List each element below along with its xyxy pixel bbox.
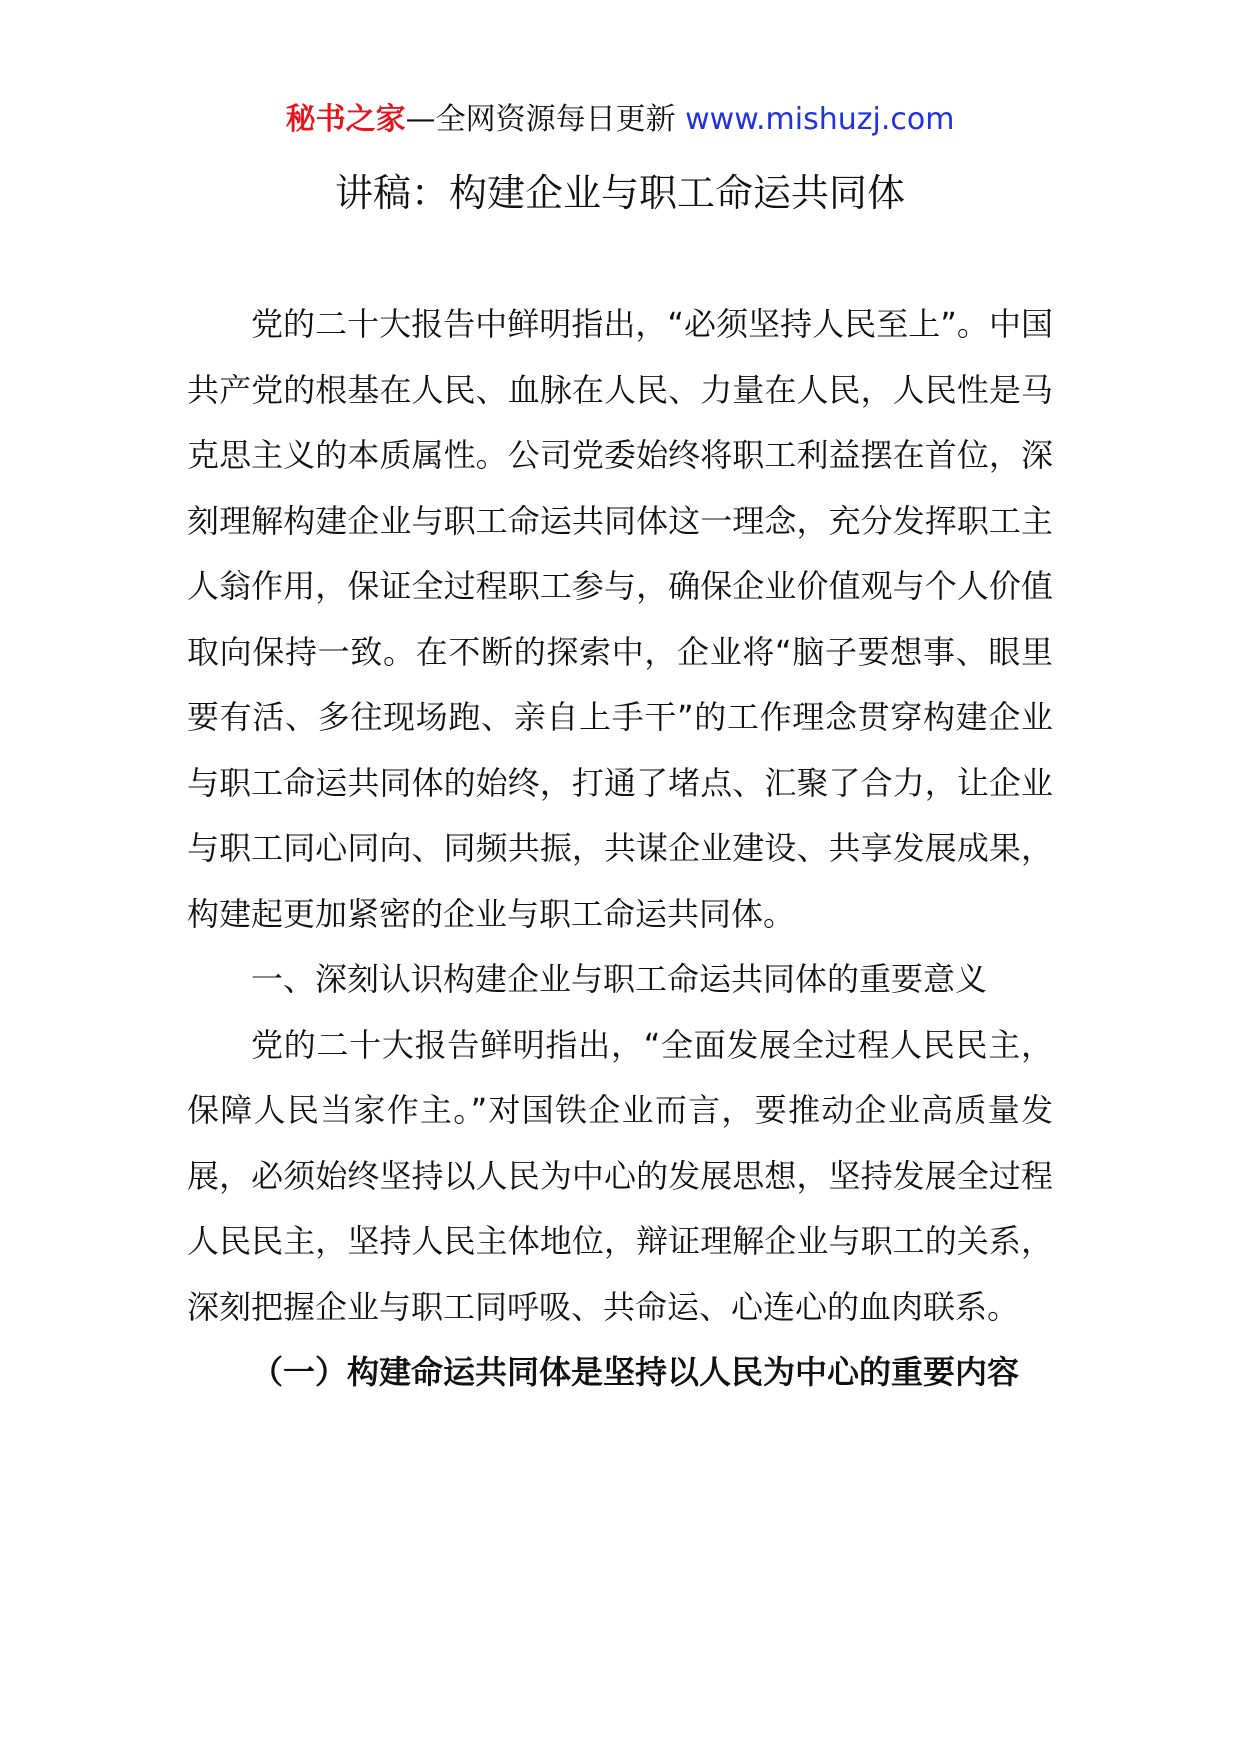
subsection-heading: （一）构建命运共同体是坚持以人民为中心的重要内容 [251, 1353, 1020, 1391]
intro-paragraph: 党的二十大报告中鲜明指出，“必须坚持人民至上”。中国共产党的根基在人民、血脉在人民、力量在人民，人民性是马克思主义的本质属性。公司党委始终将职工利益摆在首位，深刻理解构建企业与职工命运共同体这一理念，充分发挥职工主人翁作用，保证全过程职工参与，确保企业价值观与个人价值取向保持一致。在不断的探索中，企业将“脑子要想事、眼里要有活、多往现场跑、亲自上手干”的工作理念贯穿构建企业与职工命运共同体的始终，打通了堵点、汇聚了合力，让企业与职工同心同向、同频共振，共谋企业建设、共享发展成果，构建起更加紧密的企业与职工命运共同体。 [187, 305, 1053, 933]
document-body [187, 292, 1053, 1406]
banner-tagline: —全网资源每日更新 [405, 102, 686, 137]
brand-name: 秘书之家 [285, 102, 406, 137]
section-heading: 一、深刻认识构建企业与职工命运共同体的重要意义 [251, 960, 988, 998]
site-url-link[interactable]: www.mishuzj.com [685, 102, 955, 137]
site-banner [0, 100, 1240, 140]
document-title: 讲稿：构建企业与职工命运共同体 [334, 171, 905, 215]
section-paragraph: 党的二十大报告鲜明指出，“全面发展全过程人民民主，保障人民当家作主。”对国铁企业而言，要推动企业高质量发展，必须始终坚持以人民为中心的发展思想，坚持发展全过程人民民主，坚持人民主体地位，辩证理解企业与职工的关系，深刻把握企业与职工同呼吸、共命运、心连心的血肉联系。 [187, 1025, 1053, 1326]
